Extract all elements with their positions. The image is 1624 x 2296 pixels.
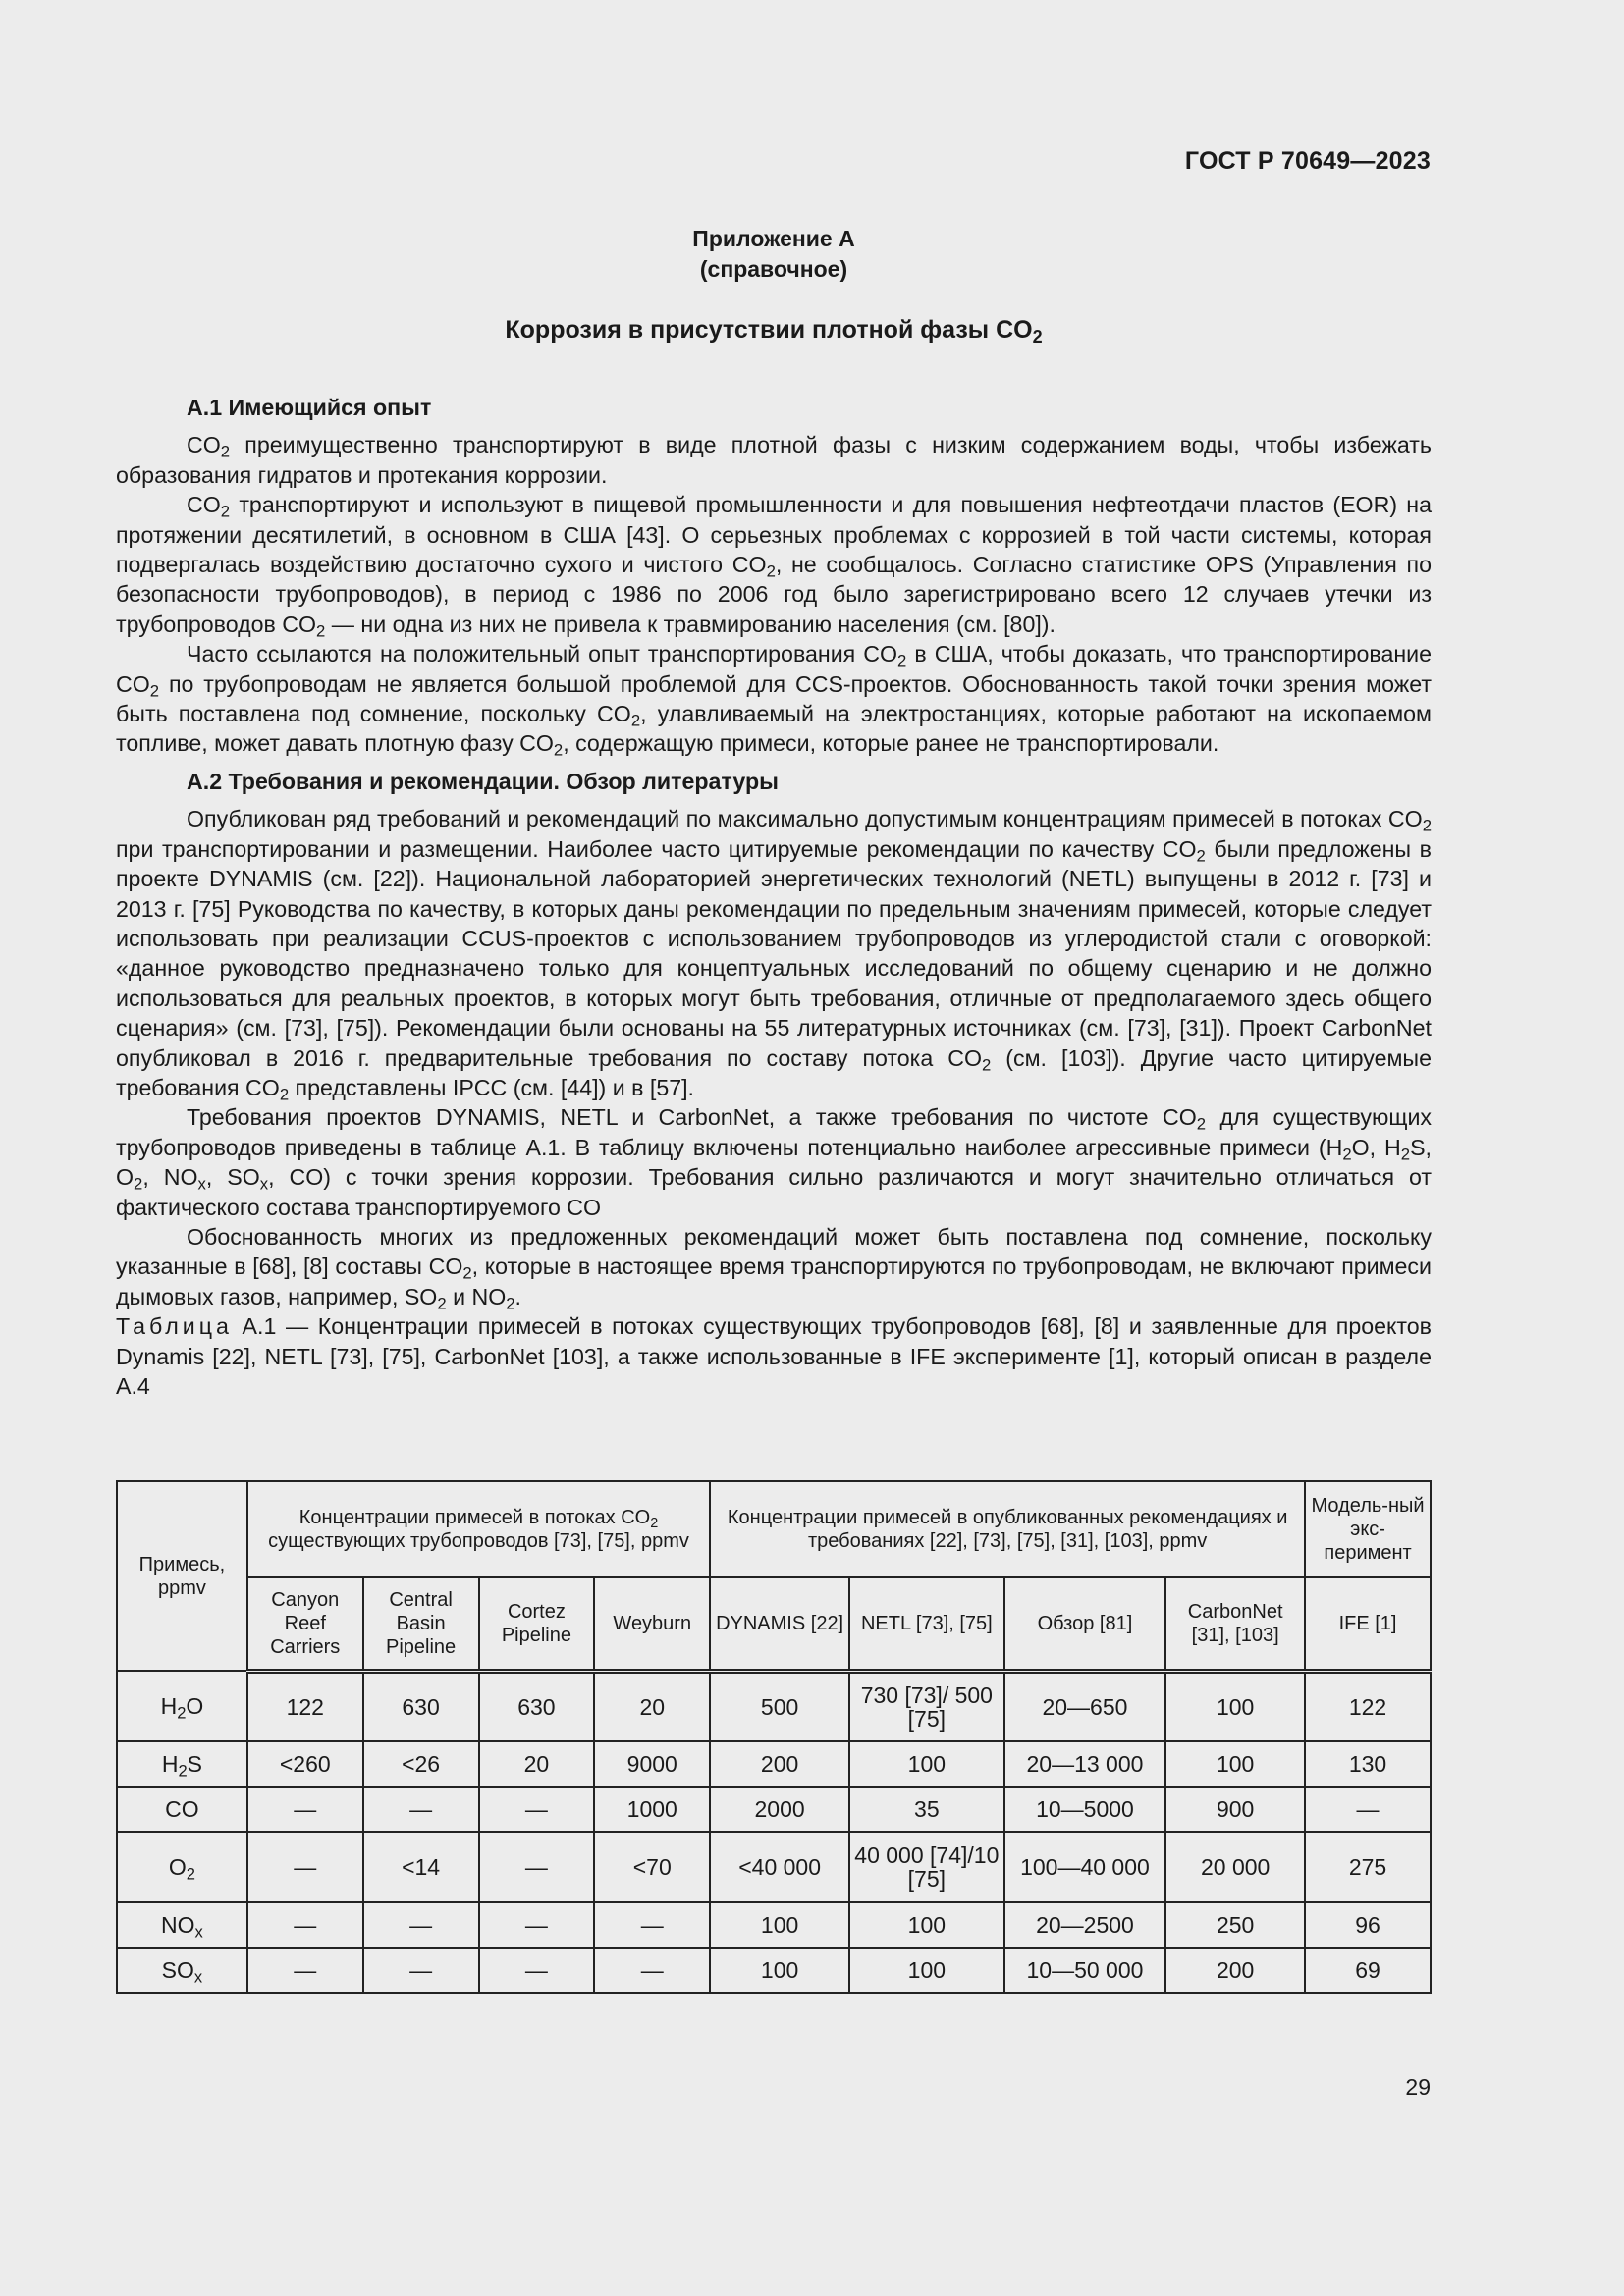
table-cell: 275 — [1305, 1832, 1431, 1902]
table-cell: <260 — [247, 1741, 363, 1787]
table-cell: — — [1305, 1787, 1431, 1832]
impurity-name: $H_2S$ — [117, 1741, 247, 1787]
impurity-name: CO — [117, 1787, 247, 1832]
table-row — [117, 1902, 1431, 1948]
table-cell: <70 — [594, 1832, 710, 1902]
standard-number: ГОСТ Р 70649—2023 — [1184, 147, 1431, 175]
table-row — [117, 1741, 1431, 1787]
table-cell: — — [479, 1787, 595, 1832]
table-cell: 730 [73]/ 500 [75] — [849, 1671, 1004, 1741]
impurities-table — [116, 1480, 1432, 1994]
impurity-name: $O_2$ — [117, 1832, 247, 1902]
section-heading-a2: А.2 Требования и рекомендации. Обзор литературы — [187, 768, 779, 794]
paragraph: Опубликован ряд требований и рекомендаций по максимально допустимым концентрациям примесей в потоках $CO_2$ при транспортировании и размещении. Наиболее часто цитируемые рекомендации по качеству $CO_2$ были предложены в проекте DYNAMIS (см. [22]). Национальной лабораторией энергетических технологий (NETL) выпущены в 2012 г. [73] и 2013 г. [75] Руководства по качеству, в которых даны рекомендации по предельным значениям примесей, которые следует использовать при реализации CCUS-проектов с использованием трубопроводов из углеродистой стали с оговоркой: «данное руководство предназначено только для концептуальных исследований по общему сценарию и не должно использоваться для реальных проектов, в которых могут быть требования, отличные от предполагаемого здесь общего сценария» (см. [73], [75]). Рекомендации были основаны на 55 литературных источниках (см. [73], [31]). Проект CarbonNet опубликовал в 2016 г. предварительные требования по составу потока $CO_2$ (см. [103]). Другие часто цитируемые требования $CO_2$ представлены IPCC (см. [44]) и в [57]. — [116, 806, 1432, 1104]
table-row — [117, 1787, 1431, 1832]
table-cell: <40 000 — [710, 1832, 849, 1902]
table-cell: 10—5000 — [1004, 1787, 1166, 1832]
paragraph: Обоснованность многих из предложенных рекомендаций может быть поставлена под сомнение, поскольку указанные в [68], [8] составы $CO_2$, которые в настоящее время транспортируются по трубопроводам, не включают примеси дымовых газов, например, $SO_2$ и $NO_2$. — [116, 1223, 1432, 1313]
page-number: 29 — [1405, 2074, 1431, 2100]
impurity-name: $NO_x$ — [117, 1902, 247, 1948]
header-existing-pipelines: Концентрации примесей в потоках $CO_2$ существующих трубопроводов [73], [75], ppmv — [247, 1481, 710, 1577]
paragraph: Требования проектов DYNAMIS, NETL и CarbonNet, а также требования по чистоте $CO_2$ для существующих трубопроводов приведены в таблице А.1. В таблицу включены потенциально наиболее агрессивные примеси ($H_2O$, $H_2S$, $O_2$, $NO_x$, $SO_x$, CO) с точки зрения коррозии. Требования сильно различаются и могут значительно отличаться от фактического состава транспортируемого CO — [116, 1104, 1433, 1220]
table-cell: 630 — [479, 1671, 595, 1741]
paragraph: $CO_2$ преимущественно транспортируют в виде плотной фазы с низким содержанием воды, чтобы избежать образования гидратов и протекания коррозии. — [116, 432, 1432, 488]
table-cell: 100 — [1165, 1671, 1305, 1741]
table-cell: 100 — [849, 1902, 1004, 1948]
table-cell: 630 — [363, 1671, 479, 1741]
table-cell: 20 — [594, 1671, 710, 1741]
table-cell: 1000 — [594, 1787, 710, 1832]
table-cell: 130 — [1305, 1741, 1431, 1787]
table-cell: — — [479, 1832, 595, 1902]
table-cell: — — [594, 1902, 710, 1948]
table-cell: 20—13 000 — [1004, 1741, 1166, 1787]
table-row — [117, 1671, 1431, 1741]
table-cell: 2000 — [710, 1787, 849, 1832]
table-cell: 100 — [1165, 1741, 1305, 1787]
table-cell: — — [247, 1832, 363, 1902]
impurity-name: $H_2O$ — [117, 1671, 247, 1741]
table-cell: — — [247, 1902, 363, 1948]
impurity-name: $SO_x$ — [117, 1948, 247, 1993]
column-header: Canyon Reef Carriers — [247, 1577, 363, 1671]
table-cell: — — [479, 1902, 595, 1948]
header-published-requirements: Концентрации примесей в опубликованных рекомендациях и требованиях [22], [73], [75], [31], [103], ppmv — [710, 1481, 1305, 1577]
table-row — [117, 1948, 1431, 1993]
table-cell: 100 — [849, 1741, 1004, 1787]
table-cell: 122 — [247, 1671, 363, 1741]
table-cell: <14 — [363, 1832, 479, 1902]
column-header: IFE [1] — [1305, 1577, 1431, 1671]
table-cell: 35 — [849, 1787, 1004, 1832]
appendix-heading — [116, 224, 1432, 285]
table-cell: — — [247, 1787, 363, 1832]
column-header: Обзор [81] — [1004, 1577, 1166, 1671]
table-cell: 122 — [1305, 1671, 1431, 1741]
table-cell: — — [479, 1948, 595, 1993]
body-text — [116, 393, 1432, 1401]
column-header: Cortez Pipeline — [479, 1577, 595, 1671]
table-cell: — — [363, 1948, 479, 1993]
table-cell: — — [363, 1787, 479, 1832]
table-cell: 200 — [1165, 1948, 1305, 1993]
table-cell: 100 — [710, 1948, 849, 1993]
table-cell: <26 — [363, 1741, 479, 1787]
column-header: CarbonNet [31], [103] — [1165, 1577, 1305, 1671]
table-cell: 9000 — [594, 1741, 710, 1787]
table-cell: 20—2500 — [1004, 1902, 1166, 1948]
table-cell: 10—50 000 — [1004, 1948, 1166, 1993]
table-cell: 20 — [479, 1741, 595, 1787]
table-cell: 69 — [1305, 1948, 1431, 1993]
table-caption: Таблица А.1 — Концентрации примесей в потоках существующих трубопроводов [68], [8] и заявленные для проектов Dynamis [22], NETL [73], [75], CarbonNet [103], а также использованные в IFE эксперименте [1], который описан в разделе А.4 — [116, 1313, 1432, 1399]
table-cell: 500 — [710, 1671, 849, 1741]
appendix-subtitle: (справочное) — [699, 256, 848, 282]
table-row — [117, 1832, 1431, 1902]
paragraph: $CO_2$ транспортируют и используют в пищевой промышленности и для повышения нефтеотдачи пластов (EOR) на протяжении десятилетий, в основном в США [43]. О серьезных проблемах с коррозией в той части системы, которая подвергалась воздействию достаточно сухого и чистого $CO_2$, не сообщалось. Согласно статистике OPS (Управления по безопасности трубопроводов), в период с 1986 по 2006 год было зарегистрировано всего 12 случаев утечки из трубопроводов $CO_2$ — ни одна из них не привела к травмированию населения (см. [80]). — [116, 492, 1432, 641]
table-cell: 40 000 [74]/10 [75] — [849, 1832, 1004, 1902]
header-model-experiment: Модель-ный экс-перимент — [1305, 1481, 1431, 1577]
column-header: Weyburn — [594, 1577, 710, 1671]
table-cell: 20—650 — [1004, 1671, 1166, 1741]
paragraph: Часто ссылаются на положительный опыт транспортирования $CO_2$ в США, чтобы доказать, что транспортирование $CO_2$ по трубопроводам не является большой проблемой для CCS-проектов. Обоснованность такой точки зрения может быть поставлена под сомнение, поскольку $CO_2$, улавливаемый на электростанциях, которые работают на ископаемом топливе, может давать плотную фазу $CO_2$, содержащую примеси, которые ранее не транспортировали. — [116, 641, 1432, 761]
section-heading-a1: А.1 Имеющийся опыт — [187, 395, 432, 420]
table-cell: 900 — [1165, 1787, 1305, 1832]
table-cell: 100 — [849, 1948, 1004, 1993]
table-cell: 20 000 — [1165, 1832, 1305, 1902]
header-impurity: Примесь, ppmv — [117, 1481, 247, 1671]
column-header: DYNAMIS [22] — [710, 1577, 849, 1671]
table-cell: 100 — [710, 1902, 849, 1948]
table-cell: — — [247, 1948, 363, 1993]
column-header: NETL [73], [75] — [849, 1577, 1004, 1671]
table-cell: 250 — [1165, 1902, 1305, 1948]
table-cell: 96 — [1305, 1902, 1431, 1948]
table-cell: — — [363, 1902, 479, 1948]
table-cell: 100—40 000 — [1004, 1832, 1166, 1902]
table-cell: — — [594, 1948, 710, 1993]
table-cell: 200 — [710, 1741, 849, 1787]
appendix-title: Приложение А — [692, 226, 855, 251]
document-title: Коррозия в присутствии плотной фазы $CO_2$ — [505, 316, 1043, 347]
column-header: Central Basin Pipeline — [363, 1577, 479, 1671]
